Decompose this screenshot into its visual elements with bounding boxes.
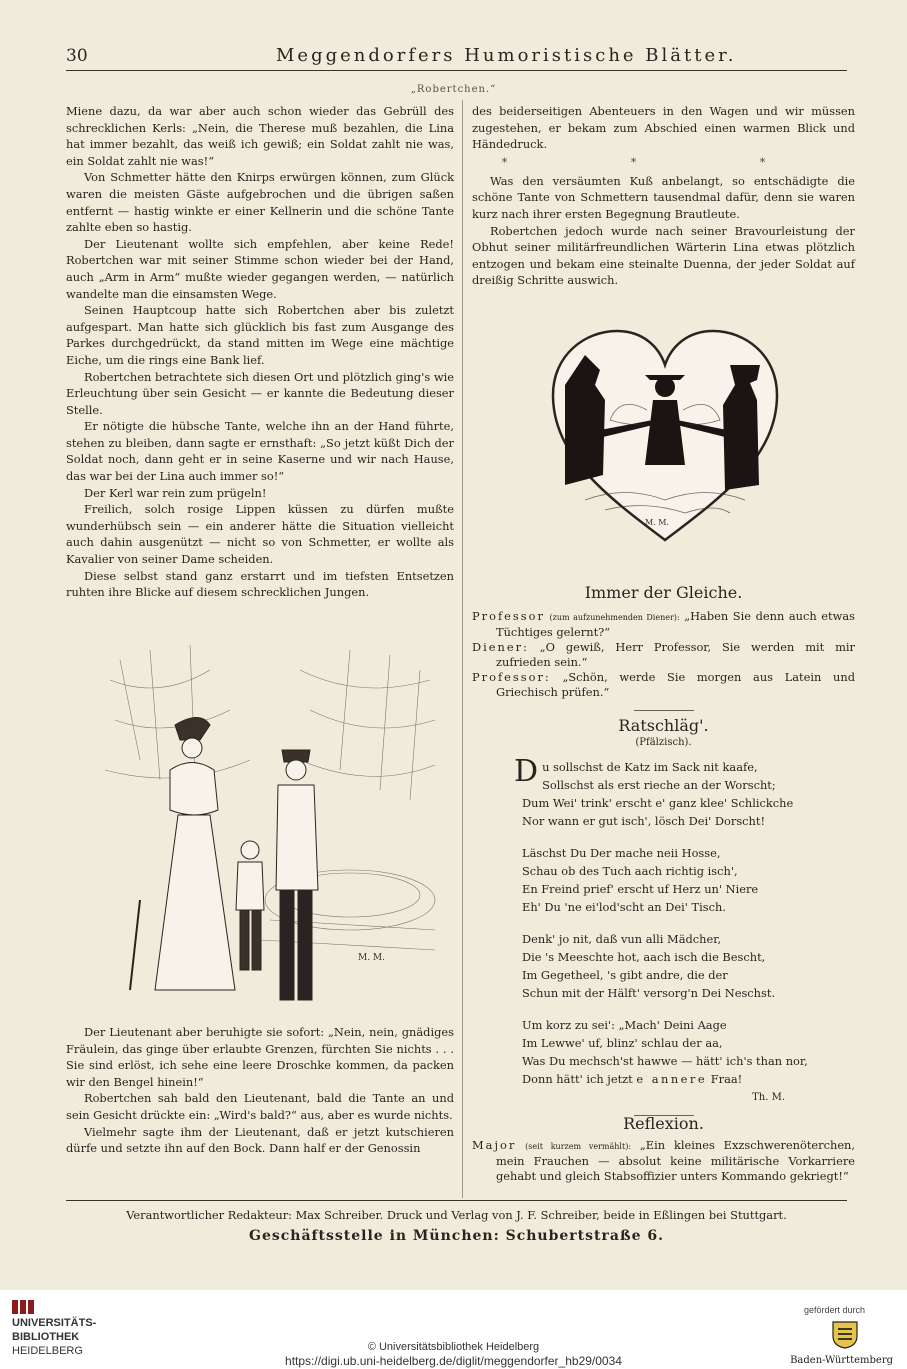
paragraph: Robertchen sah bald den Lieutenant, bald die Tante an und sein Gesicht drückte ein: „Wird's bald?“ aus, aber es wurde nichts. — [66, 1091, 454, 1122]
paragraph: des beiderseitigen Abenteuers in den Wagen und wir müssen zugestehen, er bekam zum Abschied einen warmen Blick und Händedruck. — [472, 104, 855, 152]
poem — [472, 754, 855, 1088]
paragraph: Was den versäumten Kuß anbelangt, so entschädigte die schöne Tante von Schmettern tausendmal dafür, denn sie waren kurz nach ihrer ersten Begegnung Brautleute. — [472, 173, 855, 221]
paragraph: Seinen Hauptcoup hatte sich Robertchen aber bis zuletzt aufgespart. Man hatte sich glücklich bis fast zum Ausgange des Parkes durchgedrückt, da stand mitten im Wege eine mächtige Eiche, um die rings eine Bank lief. — [66, 303, 454, 367]
paragraph: Miene dazu, da war aber auch schon wieder das Gebrüll des schrecklichen Kerls: „Nein, die Therese muß bezahlen, die Lina hat immer bezahlt, das weiß ich gewiß; ein Soldat zahlt nie was, ein Soldat zahlt nie was!“ — [66, 104, 454, 168]
section-rule — [634, 710, 694, 711]
park-scene-illustration — [100, 640, 440, 1015]
journal-title: Meggendorfers Humoristische Blätter. — [276, 45, 737, 66]
section-title: Ratschläg'. — [618, 716, 709, 735]
header-rule — [66, 70, 847, 71]
dialog-line: Major (seit kurzem vermählt): „Ein kleines Exzschwerenöterchen, mein Frauchen — absolut keine militärische Vorkarriere gehabt und gleich Stabsoffizier unters Kommando gekriegt!“ — [472, 1138, 856, 1183]
section-ratschlaeg — [472, 716, 855, 1116]
page-number: 30 — [66, 46, 88, 66]
page-header — [66, 42, 847, 72]
heart-signature: M. M. — [645, 518, 670, 527]
state-name: Baden-Württemberg — [790, 1355, 893, 1366]
imprint-line: Verantwortlicher Redakteur: Max Schreiber. Druck und Verlag von J. F. Schreiber, beide in Eßlingen bei Stuttgart. — [126, 1208, 787, 1222]
section-title: Immer der Gleiche. — [584, 583, 743, 602]
illustration-signature: M. M. — [358, 953, 386, 963]
paragraph: Diese selbst stand ganz erstarrt und im tiefsten Entsetzen ruhten ihre Blicke auf diesem schrecklichen Jungen. — [66, 568, 454, 600]
paragraph: Der Lieutenant wollte sich empfehlen, aber keine Rede! Robertchen war mit seiner Stimme schon wieder bei der Hand, auch „Arm in Arm“ mußte wieder gegangen werden, — natürlich wandelte man die einsamsten Wege. — [66, 236, 454, 301]
column-divider — [462, 100, 463, 1198]
library-logo-icon — [12, 1300, 52, 1314]
right-column-top — [472, 103, 855, 289]
dialog-line: Professor: „Schön, werde Sie morgen aus Latein und Griechisch prüfen.“ — [472, 670, 855, 699]
stanza: Um korz zu sei': „Mach' Deini Aage Im Lewwe' uf, blinz' schlau der aa, Was Du mechsch'st hawwe — hätt' ich's than nor, Donn hätt' ich jetzt e annere Fraa! — [522, 1018, 808, 1086]
stanza: Läschst Du Der mache neii Hosse, Schau ob des Tuch aach richtig isch', En Freind prief' erscht uf Herz un' Niere Eh' Du 'ne ei'lod'scht an Dei' Tisch. — [522, 846, 759, 914]
paragraph: Der Lieutenant aber beruhigte sie sofort: „Nein, nein, gnädiges Fräulein, das ginge über erlaubte Grenzen, fürchten Sie nichts . . . Sie sind erlöst, ich sehe eine leere Droschke kommen, da packen wir den Bengel hinein!“ — [66, 1025, 454, 1089]
footer-rule — [66, 1200, 847, 1201]
dialog-line: Professor (zum aufzunehmenden Diener): „Haben Sie denn auch etwas Tüchtiges gelernt?“ — [472, 609, 856, 639]
paragraph: Er nötigte die hübsche Tante, welche ihn an der Hand führte, stehen zu bleiben, dann sagte er ernsthaft: „So jetzt küßt Dich der Soldat noch, dann geht er in seine Kaserne und wir nach Hause, das war bei der Lina auch immer so!“ — [66, 419, 454, 484]
section-title: Reflexion. — [623, 1114, 704, 1133]
stanza: Denk' jo nit, daß vun alli Mädcher, Die 's Meeschte hot, aach isch die Bescht, Im Gegetheel, 's gibt andre, die der Schun mit der Hälft' versorg'n Dei Neschst. — [522, 932, 776, 1000]
section-stars: * * * — [501, 155, 826, 169]
heart-silhouette-illustration — [545, 325, 785, 550]
paragraph: Robertchen jedoch wurde nach seiner Bravourleistung der Obhut seiner militärfreundlichen Wärterin Lina etwas plötzlich entzogen und bekam eine steinalte Duenna, der jeder Soldat auf dreißig Schritte auswich. — [472, 223, 855, 288]
library-name: UNIVERSITÄTS- BIBLIOTHEK HEIDELBERG — [12, 1317, 97, 1357]
stanza: Du sollschst de Katz im Sack nit kaafe, Sollschst als erst rieche an der Worscht; Dum Wei' trink' erscht e' ganz klee' Schlickche Nor wann er gut isch', lösch Dei' Dorscht! — [514, 754, 794, 828]
paragraph: Vielmehr sagte ihm der Lieutenant, daß er jetzt kutschieren dürfe und setzte ihn auf den Bock. Dann half er der Genossin — [66, 1124, 454, 1156]
copyright-notice: © Universitätsbibliothek Heidelberg — [367, 1341, 540, 1353]
funding-label: gefördert durch — [803, 1305, 865, 1315]
section-reflexion — [472, 1114, 855, 1184]
paragraph: Robertchen betrachtete sich diesen Ort und plötzlich ging's wie Erleuchtung über sein Gesicht — er kannte die Bedeutung dieser Stelle. — [66, 369, 454, 417]
story-subhead: „Robertchen.“ — [410, 84, 497, 95]
section-immer-der-gleiche — [472, 583, 855, 711]
left-column-top — [66, 103, 454, 601]
paragraph: Freilich, solch rosige Lippen küssen zu dürfen mußte wunderhübsch sein — ein anderer hätte die Situation vielleicht auch dahin ausgenützt — nicht so von Schmetter, er wollte als Kavalier von seiner Dame scheiden. — [66, 502, 454, 567]
section-subtitle: (Pfälzisch). — [635, 737, 692, 748]
office-line: Geschäftsstelle in München: Schubertstraße 6. — [249, 1228, 664, 1244]
dialog-line: Diener: „O gewiß, Herr Professor, Sie werden mit mir zufrieden sein.“ — [472, 640, 855, 669]
paragraph: Der Kerl war rein zum prügeln! — [84, 485, 267, 500]
permalink[interactable]: https://digi.ub.uni-heidelberg.de/diglit/meggendorfer_hb29/0034 — [285, 1354, 622, 1368]
drop-cap: D — [514, 754, 539, 789]
paragraph: Von Schmetter hätte den Knirps erwürgen können, zum Glück waren die meisten Gäste aufgebrochen und die übrigen saßen entfernt — hastig winkte er einer Kellnerin und die schöne Tante zahlte eben so hastig. — [66, 170, 454, 235]
poem-signature: Th. M. — [752, 1092, 785, 1103]
state-coat-of-arms-icon — [829, 1318, 861, 1350]
left-column-bottom — [66, 1024, 454, 1157]
